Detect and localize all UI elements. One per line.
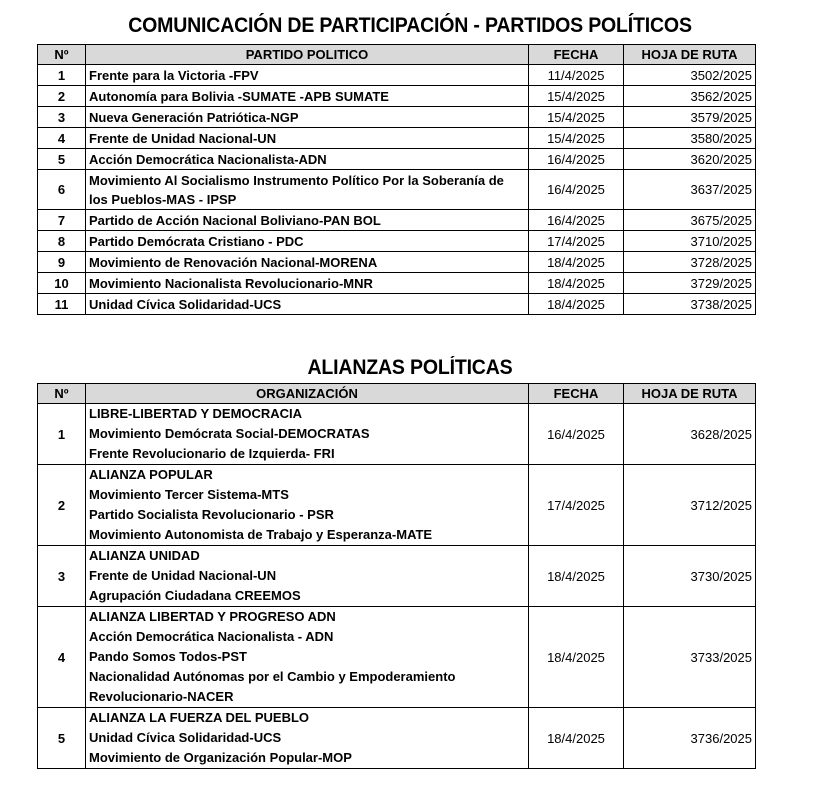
party-name: Partido Demócrata Cristiano - PDC	[86, 231, 529, 252]
table-row	[38, 170, 756, 210]
member-organization: Frente Revolucionario de Izquierda- FRI	[89, 446, 335, 461]
table-row	[38, 607, 756, 708]
row-date: 17/4/2025	[529, 231, 624, 252]
row-date: 17/4/2025	[529, 465, 624, 546]
organization-cell	[86, 546, 529, 607]
party-name: Movimiento Nacionalista Revolucionario-MNR	[86, 273, 529, 294]
table-row	[38, 708, 756, 769]
party-name: Frente de Unidad Nacional-UN	[86, 128, 529, 149]
alliances-table	[37, 383, 756, 769]
member-organization: Agrupación Ciudadana CREEMOS	[89, 588, 301, 603]
alliance-name: ALIANZA POPULAR	[89, 467, 213, 482]
table-row	[38, 149, 756, 170]
member-organization: Acción Democrática Nacionalista - ADN	[89, 629, 334, 644]
table-row	[38, 546, 756, 607]
member-organization: Movimiento Tercer Sistema-MTS	[89, 487, 289, 502]
row-number: 3	[38, 546, 86, 607]
row-date: 16/4/2025	[529, 210, 624, 231]
row-number: 5	[38, 708, 86, 769]
alliance-name: LIBRE-LIBERTAD Y DEMOCRACIA	[89, 406, 303, 421]
header-date: FECHA	[529, 384, 624, 404]
row-date: 18/4/2025	[529, 708, 624, 769]
header-num: Nº	[38, 45, 86, 65]
row-number: 9	[38, 252, 86, 273]
row-date: 15/4/2025	[529, 86, 624, 107]
section-title-alliances: ALIANZAS POLÍTICAS	[307, 356, 513, 379]
row-number: 1	[38, 65, 86, 86]
route-sheet-number: 3729/2025	[624, 273, 756, 294]
route-sheet-number: 3728/2025	[624, 252, 756, 273]
route-sheet-number: 3675/2025	[624, 210, 756, 231]
member-organization: Movimiento Autonomista de Trabajo y Esperanza-MATE	[89, 527, 433, 542]
route-sheet-number: 3712/2025	[624, 465, 756, 546]
table-row	[38, 231, 756, 252]
member-organization: Movimiento Demócrata Social-DEMOCRATAS	[89, 426, 370, 441]
header-party: PARTIDO POLITICO	[86, 45, 529, 65]
row-date: 18/4/2025	[529, 273, 624, 294]
row-number: 6	[38, 170, 86, 210]
route-sheet-number: 3620/2025	[624, 149, 756, 170]
row-number: 2	[38, 86, 86, 107]
party-name: Autonomía para Bolivia -SUMATE -APB SUMATE	[86, 86, 529, 107]
member-organization: Unidad Cívica Solidaridad-UCS	[89, 730, 282, 745]
route-sheet-number: 3579/2025	[624, 107, 756, 128]
table-row	[38, 86, 756, 107]
table-header-row	[38, 384, 756, 404]
party-name: Partido de Acción Nacional Boliviano-PAN BOL	[86, 210, 529, 231]
row-date: 16/4/2025	[529, 404, 624, 465]
party-name: Movimiento Al Socialismo Instrumento Político Por la Soberanía de los Pueblos-MAS - IPSP	[86, 170, 529, 210]
table-row	[38, 273, 756, 294]
member-organization: Movimiento de Organización Popular-MOP	[89, 750, 352, 765]
alliance-name: ALIANZA LA FUERZA DEL PUEBLO	[89, 710, 310, 725]
row-date: 18/4/2025	[529, 607, 624, 708]
row-date: 18/4/2025	[529, 294, 624, 315]
header-date: FECHA	[529, 45, 624, 65]
row-date: 18/4/2025	[529, 252, 624, 273]
route-sheet-number: 3637/2025	[624, 170, 756, 210]
row-number: 10	[38, 273, 86, 294]
organization-cell	[86, 404, 529, 465]
party-name: Frente para la Victoria -FPV	[86, 65, 529, 86]
row-number: 11	[38, 294, 86, 315]
route-sheet-number: 3733/2025	[624, 607, 756, 708]
organization-cell	[86, 607, 529, 708]
party-name: Unidad Cívica Solidaridad-UCS	[86, 294, 529, 315]
table-row	[38, 65, 756, 86]
page-title: COMUNICACIÓN DE PARTICIPACIÓN - PARTIDOS POLÍTICOS	[128, 14, 692, 37]
alliance-name: ALIANZA LIBERTAD Y PROGRESO ADN	[89, 609, 336, 624]
row-number: 4	[38, 607, 86, 708]
row-number: 8	[38, 231, 86, 252]
row-number: 3	[38, 107, 86, 128]
row-date: 15/4/2025	[529, 107, 624, 128]
table-header-row	[38, 45, 756, 65]
member-organization: Pando Somos Todos-PST	[89, 649, 247, 664]
route-sheet-number: 3738/2025	[624, 294, 756, 315]
route-sheet-number: 3562/2025	[624, 86, 756, 107]
row-date: 11/4/2025	[529, 65, 624, 86]
route-sheet-number: 3736/2025	[624, 708, 756, 769]
table-row	[38, 465, 756, 546]
row-date: 16/4/2025	[529, 170, 624, 210]
route-sheet-number: 3710/2025	[624, 231, 756, 252]
route-sheet-number: 3580/2025	[624, 128, 756, 149]
header-organization: ORGANIZACIÓN	[86, 384, 529, 404]
table-row	[38, 252, 756, 273]
member-organization: Nacionalidad Autónomas por el Cambio y Empoderamiento	[89, 669, 456, 684]
table-row	[38, 210, 756, 231]
row-date: 18/4/2025	[529, 546, 624, 607]
party-name: Acción Democrática Nacionalista-ADN	[86, 149, 529, 170]
row-number: 7	[38, 210, 86, 231]
row-number: 5	[38, 149, 86, 170]
route-sheet-number: 3730/2025	[624, 546, 756, 607]
alliance-name: ALIANZA UNIDAD	[89, 548, 200, 563]
table-row	[38, 294, 756, 315]
table-row	[38, 107, 756, 128]
party-name: Nueva Generación Patriótica-NGP	[86, 107, 529, 128]
row-date: 16/4/2025	[529, 149, 624, 170]
row-number: 4	[38, 128, 86, 149]
header-num: Nº	[38, 384, 86, 404]
header-route-sheet: HOJA DE RUTA	[624, 45, 756, 65]
row-date: 15/4/2025	[529, 128, 624, 149]
header-route-sheet: HOJA DE RUTA	[624, 384, 756, 404]
route-sheet-number: 3628/2025	[624, 404, 756, 465]
parties-table	[37, 44, 756, 315]
organization-cell	[86, 465, 529, 546]
row-number: 2	[38, 465, 86, 546]
table-row	[38, 404, 756, 465]
party-name: Movimiento de Renovación Nacional-MORENA	[86, 252, 529, 273]
row-number: 1	[38, 404, 86, 465]
table-row	[38, 128, 756, 149]
member-organization: Revolucionario-NACER	[89, 689, 234, 704]
member-organization: Frente de Unidad Nacional-UN	[89, 568, 277, 583]
member-organization: Partido Socialista Revolucionario - PSR	[89, 507, 334, 522]
route-sheet-number: 3502/2025	[624, 65, 756, 86]
organization-cell	[86, 708, 529, 769]
